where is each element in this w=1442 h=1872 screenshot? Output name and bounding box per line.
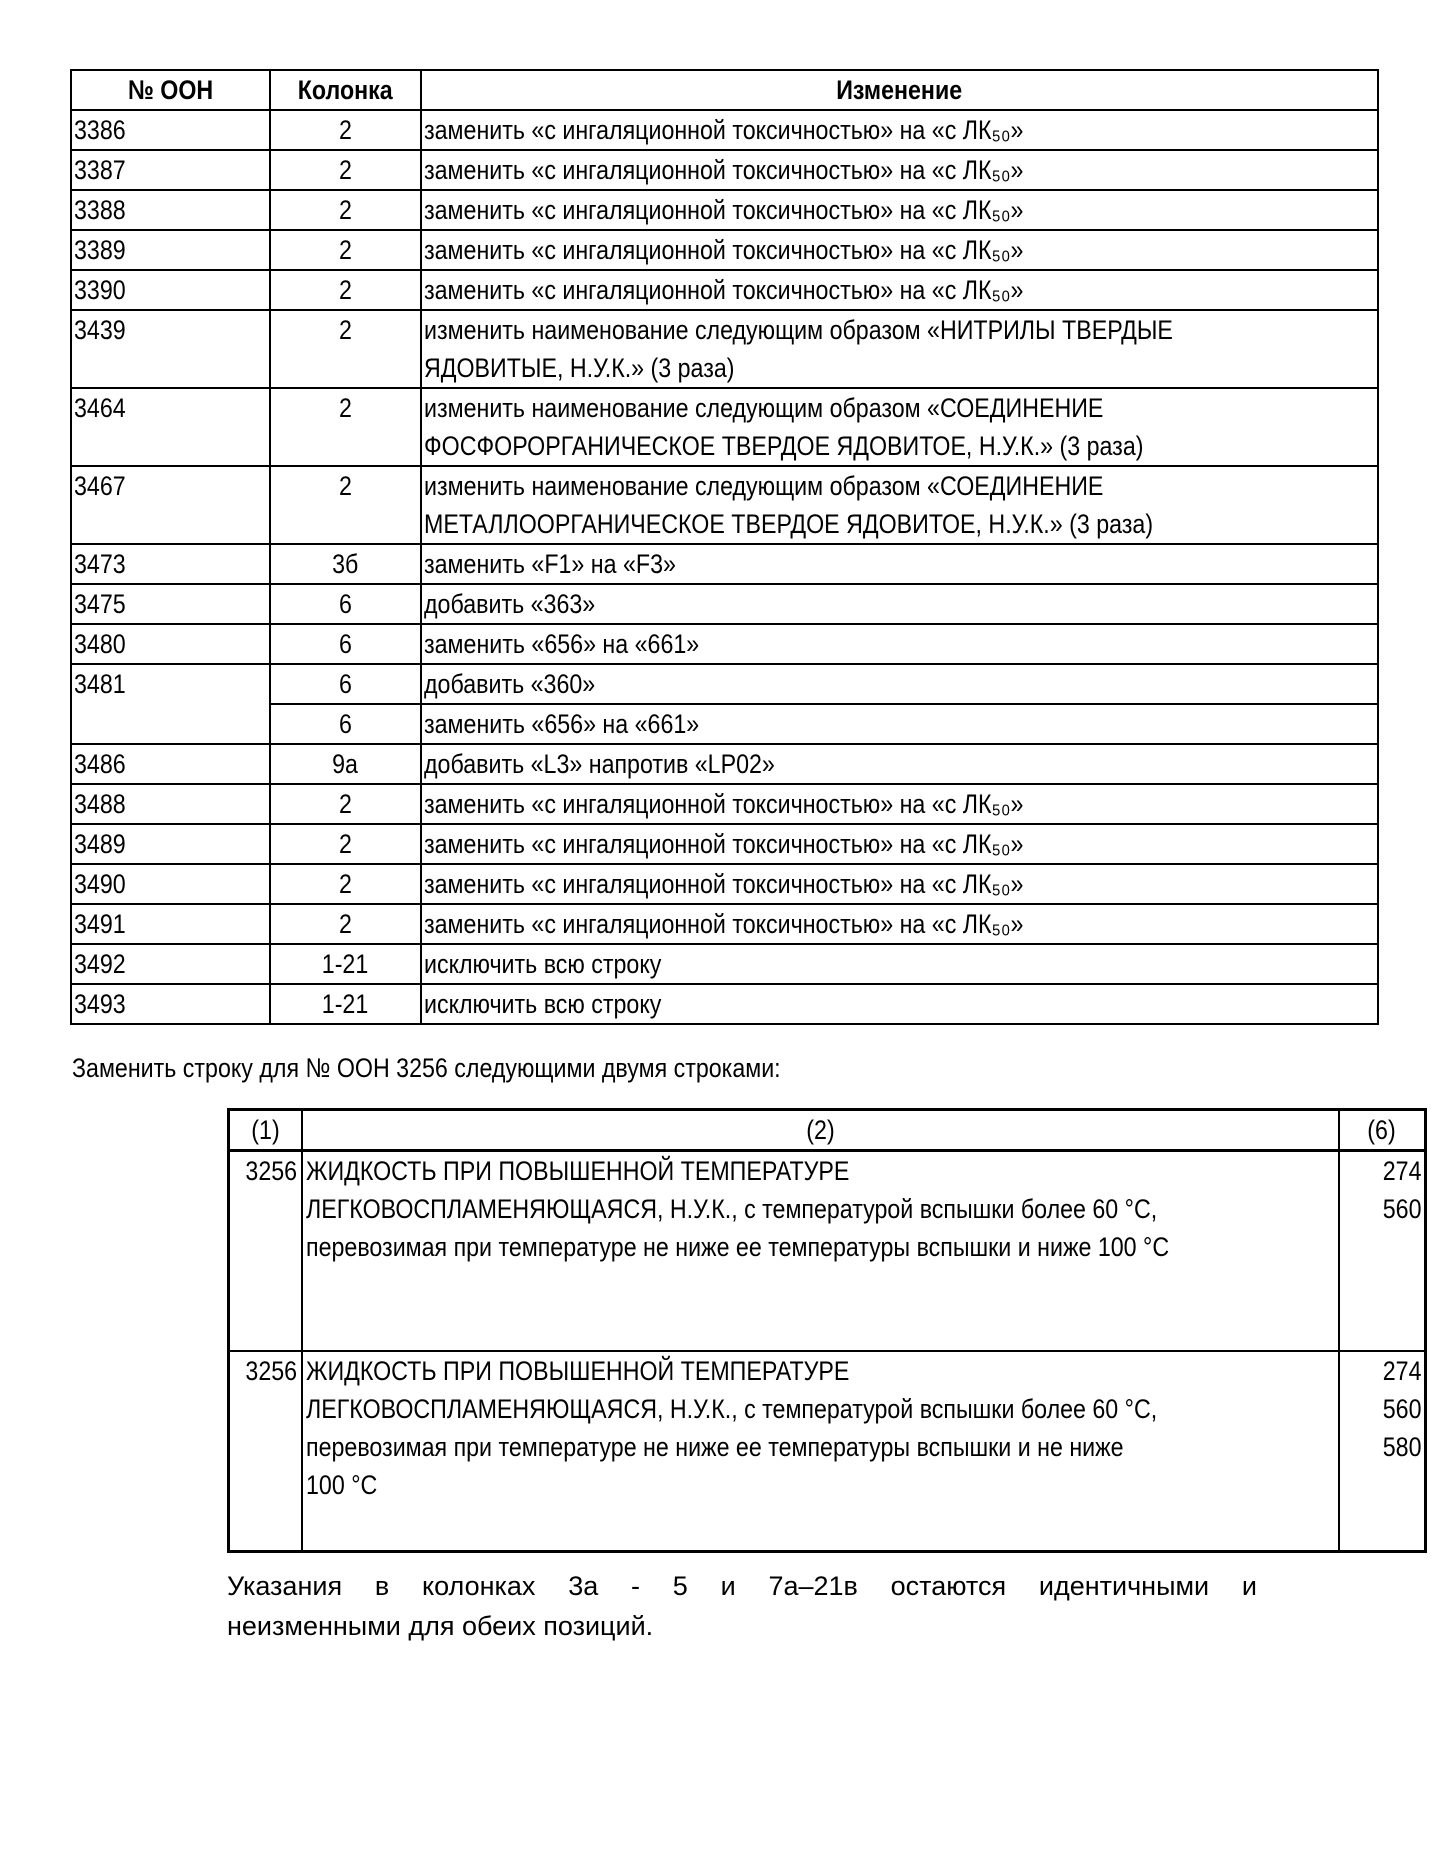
note-text: [227, 1566, 1257, 1646]
header-col-1: (1): [229, 1110, 302, 1151]
change-text-line: заменить «с ингаляционной токсичностью» на «с ЛК₅₀»: [424, 829, 1024, 859]
column-cell: 1-21: [270, 984, 421, 1024]
change-cell: [421, 230, 1378, 270]
change-cell: [421, 584, 1378, 624]
change-text-line: заменить «656» на «661»: [424, 629, 700, 659]
change-cell: [421, 544, 1378, 584]
change-text-line: изменить наименование следующим образом «СОЕДИНЕНИЕ: [424, 471, 1104, 501]
change-text-line: заменить «с ингаляционной токсичностью» на «с ЛК₅₀»: [424, 909, 1024, 939]
un-number-cell: 3387: [71, 150, 270, 190]
replacement-table: [227, 1108, 1427, 1553]
header-col-2: (2): [302, 1110, 1339, 1151]
replacement-un-number: 3256: [229, 1151, 302, 1352]
header-column: Колонка: [270, 70, 421, 110]
change-text-line: МЕТАЛЛООРГАНИЧЕСКОЕ ТВЕРДОЕ ЯДОВИТОЕ, Н.У.К.» (3 раза): [424, 509, 1154, 539]
change-text-line: заменить «656» на «661»: [424, 709, 700, 739]
replacement-header-row: [229, 1110, 1426, 1151]
amendments-table: [70, 69, 1379, 1025]
table-row: [71, 944, 1378, 984]
change-text-line: исключить всю строку: [424, 949, 662, 979]
un-number-cell: 3390: [71, 270, 270, 310]
change-text-line: добавить «360»: [424, 669, 596, 699]
change-cell: [421, 110, 1378, 150]
special-provision-code: 274: [1382, 1356, 1421, 1386]
change-cell: [421, 388, 1378, 466]
special-provision-code: 580: [1382, 1432, 1421, 1462]
un-number-cell: 3489: [71, 824, 270, 864]
intro-text: Заменить строку для № ООН 3256 следующими двумя строками:: [72, 1053, 781, 1083]
change-cell: [421, 664, 1378, 704]
un-number-cell: 3467: [71, 466, 270, 544]
un-number-cell: 3473: [71, 544, 270, 584]
replacement-row: [229, 1351, 1426, 1552]
description-line: 100 °C: [305, 1470, 377, 1500]
replacement-description: [302, 1351, 1339, 1552]
un-number-cell: 3389: [71, 230, 270, 270]
change-cell: [421, 704, 1378, 744]
change-text-line: заменить «с ингаляционной токсичностью» на «с ЛК₅₀»: [424, 155, 1024, 185]
column-cell: 6: [270, 584, 421, 624]
un-number-cell: 3492: [71, 944, 270, 984]
column-cell: 1-21: [270, 944, 421, 984]
special-provision-code: 560: [1382, 1194, 1421, 1224]
change-cell: [421, 310, 1378, 388]
column-cell: 2: [270, 466, 421, 544]
table-row: [71, 544, 1378, 584]
special-provision-code: 560: [1382, 1394, 1421, 1424]
column-cell: 9а: [270, 744, 421, 784]
column-cell: 6: [270, 704, 421, 744]
un-number-cell: 3439: [71, 310, 270, 388]
change-text-line: ЯДОВИТЫЕ, Н.У.К.» (3 раза): [424, 353, 735, 383]
table-row: [71, 584, 1378, 624]
un-number-cell: 3388: [71, 190, 270, 230]
column-cell: 2: [270, 190, 421, 230]
table-row: [71, 704, 1378, 744]
table-header-row: [71, 70, 1378, 110]
change-cell: [421, 190, 1378, 230]
change-text-line: заменить «с ингаляционной токсичностью» на «с ЛК₅₀»: [424, 115, 1024, 145]
change-text-line: исключить всю строку: [424, 989, 662, 1019]
description-line: ЖИДКОСТЬ ПРИ ПОВЫШЕННОЙ ТЕМПЕРАТУРЕ: [305, 1356, 849, 1386]
table-row: [71, 784, 1378, 824]
un-number-cell: 3481: [71, 664, 270, 704]
un-number-cell: 3475: [71, 584, 270, 624]
change-text-line: заменить «с ингаляционной токсичностью» на «с ЛК₅₀»: [424, 235, 1024, 265]
un-number-cell: 3491: [71, 904, 270, 944]
column-cell: 2: [270, 150, 421, 190]
table-row: [71, 270, 1378, 310]
header-un-number: № ООН: [71, 70, 270, 110]
column-cell: 2: [270, 110, 421, 150]
un-number-cell: 3488: [71, 784, 270, 824]
un-number-cell: 3480: [71, 624, 270, 664]
replacement-un-number: 3256: [229, 1351, 302, 1552]
column-cell: 3б: [270, 544, 421, 584]
replacement-row: [229, 1151, 1426, 1352]
header-change: Изменение: [421, 70, 1378, 110]
replacement-description: [302, 1151, 1339, 1352]
description-line: ЛЕГКОВОСПЛАМЕНЯЮЩАЯСЯ, Н.У.К., с температурой вспышки более 60 °C,: [305, 1394, 1157, 1424]
change-cell: [421, 150, 1378, 190]
special-provisions-cell: [1339, 1351, 1426, 1552]
change-cell: [421, 624, 1378, 664]
column-cell: 2: [270, 230, 421, 270]
change-text-line: заменить «с ингаляционной токсичностью» на «с ЛК₅₀»: [424, 195, 1024, 225]
change-cell: [421, 744, 1378, 784]
description-line: перевозимая при температуре не ниже ее температуры вспышки и ниже 100 °C: [305, 1232, 1169, 1262]
table-row: [71, 904, 1378, 944]
table-row: [71, 190, 1378, 230]
table-row: [71, 230, 1378, 270]
table-row: [71, 110, 1378, 150]
change-text-line: заменить «с ингаляционной токсичностью» на «с ЛК₅₀»: [424, 275, 1024, 305]
table-row: [71, 466, 1378, 544]
description-line: ЖИДКОСТЬ ПРИ ПОВЫШЕННОЙ ТЕМПЕРАТУРЕ: [305, 1156, 849, 1186]
column-cell: 2: [270, 904, 421, 944]
column-cell: 2: [270, 310, 421, 388]
description-line: ЛЕГКОВОСПЛАМЕНЯЮЩАЯСЯ, Н.У.К., с температурой вспышки более 60 °C,: [305, 1194, 1157, 1224]
table-row: [71, 744, 1378, 784]
special-provisions-cell: [1339, 1151, 1426, 1352]
special-provision-code: 274: [1382, 1156, 1421, 1186]
change-cell: [421, 824, 1378, 864]
table-row: [71, 864, 1378, 904]
table-row: [71, 824, 1378, 864]
description-line: перевозимая при температуре не ниже ее температуры вспышки и не ниже: [305, 1432, 1124, 1462]
change-cell: [421, 944, 1378, 984]
change-cell: [421, 984, 1378, 1024]
change-text-line: заменить «F1» на «F3»: [424, 549, 676, 579]
column-cell: 2: [270, 784, 421, 824]
note-line-2: неизменными для обеих позиций.: [227, 1611, 654, 1641]
change-text-line: добавить «L3» напротив «LP02»: [424, 749, 775, 779]
change-cell: [421, 864, 1378, 904]
change-cell: [421, 784, 1378, 824]
change-cell: [421, 466, 1378, 544]
un-number-cell: [71, 704, 270, 744]
un-number-cell: 3386: [71, 110, 270, 150]
change-text-line: заменить «с ингаляционной токсичностью» на «с ЛК₅₀»: [424, 869, 1024, 899]
column-cell: 2: [270, 270, 421, 310]
column-cell: 2: [270, 824, 421, 864]
change-text-line: добавить «363»: [424, 589, 596, 619]
header-col-6: (6): [1339, 1110, 1426, 1151]
note-line-1: Указания в колонках 3а - 5 и 7а–21в остаются идентичными и: [227, 1571, 1257, 1601]
column-cell: 2: [270, 864, 421, 904]
un-number-cell: 3464: [71, 388, 270, 466]
change-text-line: ФОСФОРОРГАНИЧЕСКОЕ ТВЕРДОЕ ЯДОВИТОЕ, Н.У.К.» (3 раза): [424, 431, 1144, 461]
table-row: [71, 150, 1378, 190]
change-cell: [421, 270, 1378, 310]
un-number-cell: 3490: [71, 864, 270, 904]
change-cell: [421, 904, 1378, 944]
table-row: [71, 984, 1378, 1024]
change-text-line: изменить наименование следующим образом «СОЕДИНЕНИЕ: [424, 393, 1104, 423]
table-row: [71, 624, 1378, 664]
table-row: [71, 664, 1378, 704]
column-cell: 6: [270, 664, 421, 704]
un-number-cell: 3493: [71, 984, 270, 1024]
table-row: [71, 388, 1378, 466]
column-cell: 6: [270, 624, 421, 664]
un-number-cell: 3486: [71, 744, 270, 784]
column-cell: 2: [270, 388, 421, 466]
change-text-line: изменить наименование следующим образом «НИТРИЛЫ ТВЕРДЫЕ: [424, 315, 1173, 345]
table-row: [71, 310, 1378, 388]
change-text-line: заменить «с ингаляционной токсичностью» на «с ЛК₅₀»: [424, 789, 1024, 819]
